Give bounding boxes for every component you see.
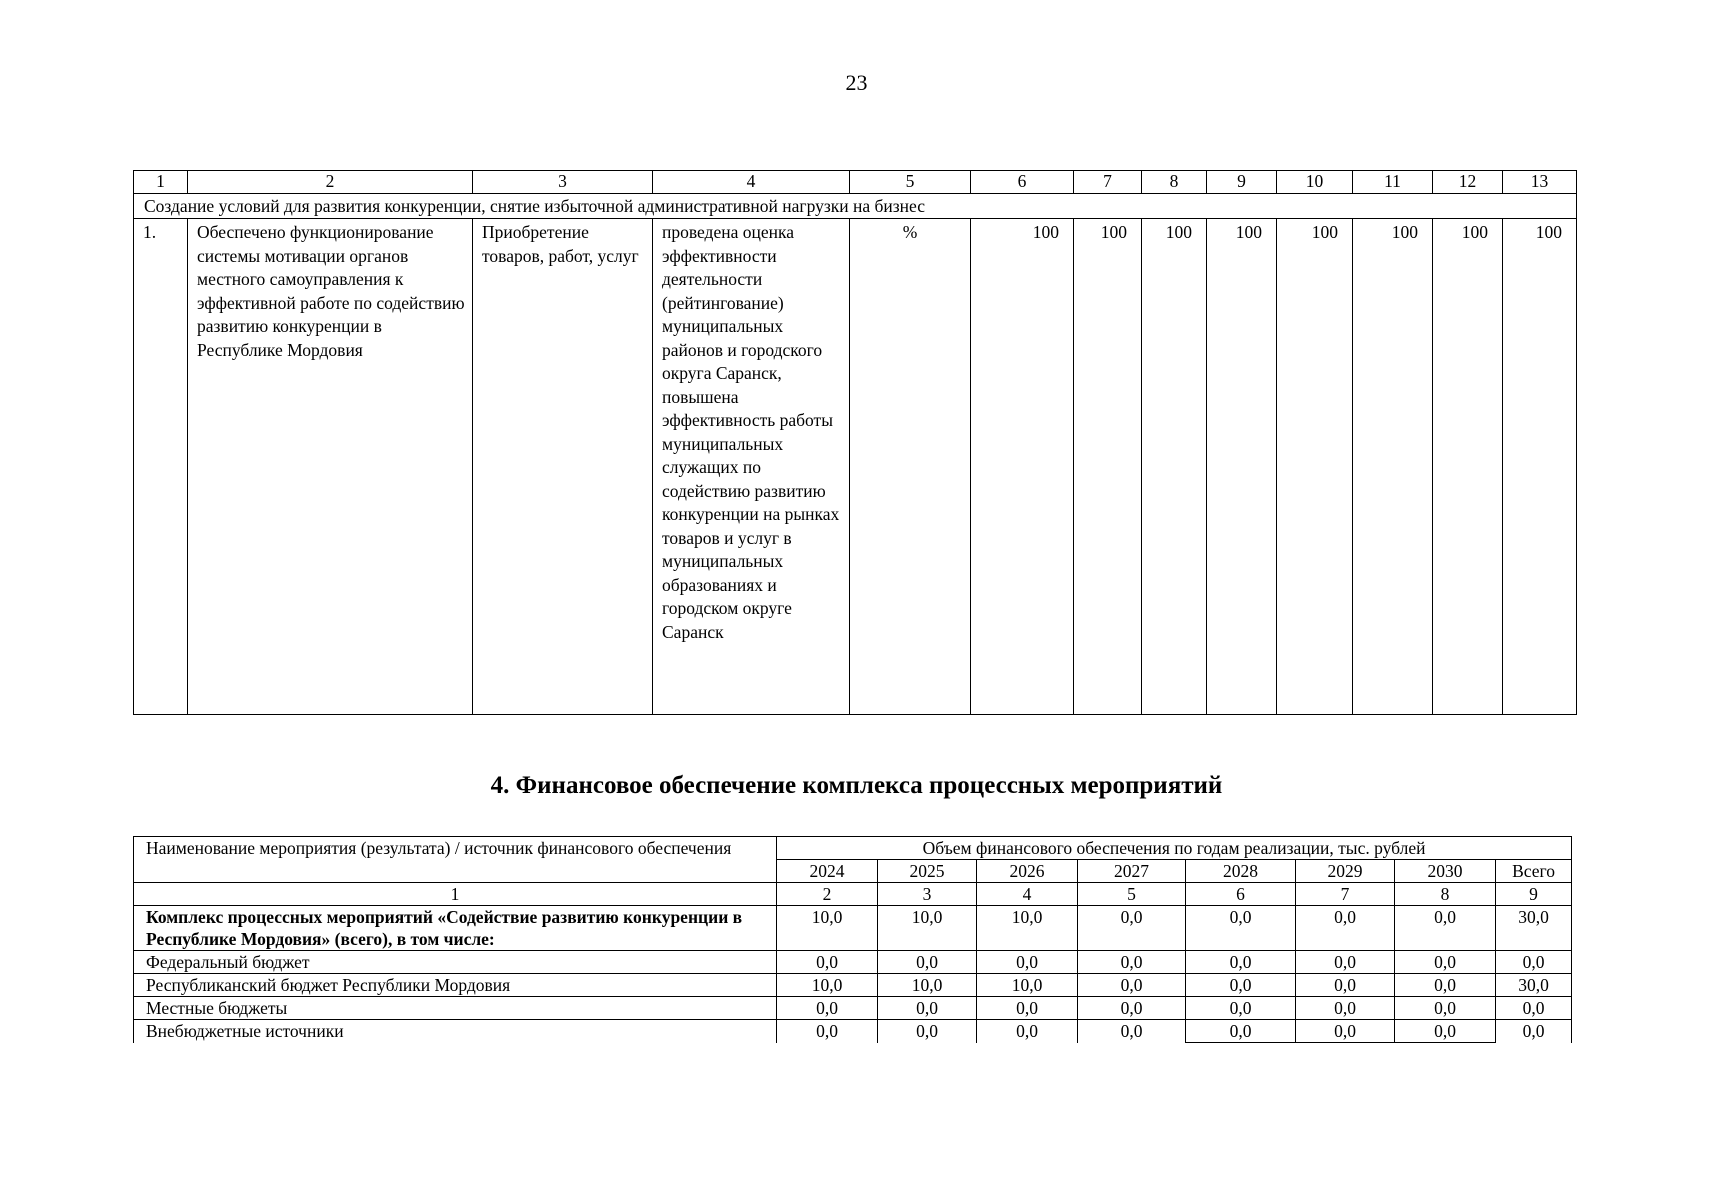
value-cell: 0,0 [1395,951,1496,974]
column-number: 8 [1395,883,1496,906]
year-header: 2026 [977,860,1078,883]
column-number: 4 [653,171,850,194]
column-number-row [134,883,1572,906]
column-number: 7 [1296,883,1395,906]
column-number: 2 [777,883,878,906]
value-cell: 0,0 [1078,951,1186,974]
table-row [134,974,1572,997]
row-number: 1. [134,219,188,715]
value-cell: 10,0 [977,974,1078,997]
column-number: 13 [1503,171,1577,194]
column-number: 6 [971,171,1074,194]
column-number: 9 [1207,171,1277,194]
value-cell: 0,0 [1496,951,1572,974]
year-header: 2028 [1186,860,1296,883]
value-cell: 0,0 [1395,1020,1496,1043]
total-header: Всего [1496,860,1572,883]
value-cell: 10,0 [977,906,1078,951]
column-number: 8 [1142,171,1207,194]
column-number: 4 [977,883,1078,906]
year-header: 2027 [1078,860,1186,883]
value-cell: 100 [1353,219,1433,715]
value-cell: 0,0 [977,951,1078,974]
row-name: Федеральный бюджет [134,951,777,974]
value-cell: 0,0 [1186,974,1296,997]
row-name: Местные бюджеты [134,997,777,1020]
column-number: 7 [1074,171,1142,194]
value-cell: 100 [1074,219,1142,715]
value-cell: 100 [1503,219,1577,715]
result-name: Обеспечено функционирование системы мотивации органов местного самоуправления к эффективной работе по содействию развитию конкуренции в Республике Мордовия [188,219,473,715]
column-number: 9 [1496,883,1572,906]
column-number: 1 [134,883,777,906]
value-cell: 100 [1207,219,1277,715]
value-cell: 0,0 [878,951,977,974]
year-header: 2025 [878,860,977,883]
indicators-table [133,170,1577,715]
column-number: 12 [1433,171,1503,194]
section-header-row [134,194,1577,219]
table-row [134,219,1577,715]
column-number-row [134,171,1577,194]
volume-header: Объем финансового обеспечения по годам реализации, тыс. рублей [777,837,1572,860]
page-number: 23 [845,70,868,95]
value-cell: 10,0 [777,906,878,951]
value-cell: 0,0 [1078,974,1186,997]
value-cell: 0,0 [1186,951,1296,974]
value-cell: 0,0 [1496,997,1572,1020]
row-name: Внебюджетные источники [134,1020,777,1043]
value-cell: 0,0 [1078,906,1186,951]
year-header: 2029 [1296,860,1395,883]
result-characteristic: проведена оценка эффективности деятельности (рейтингование) муниципальных районов и городского округа Саранск, повышена эффективность работы муниципальных служащих по содействию развитию конкуренции на рынках товаров и услуг в муниципальных образованиях и городском округе Саранск [653,219,850,715]
table-row [134,1020,1572,1043]
value-cell: 0,0 [1186,1020,1296,1043]
finance-table [133,836,1572,1043]
unit-cell: % [850,219,971,715]
value-cell: 100 [1142,219,1207,715]
table-row [134,997,1572,1020]
column-number: 5 [850,171,971,194]
name-header: Наименование мероприятия (результата) / источник финансового обеспечения [134,837,777,883]
value-cell: 0,0 [1296,906,1395,951]
value-cell: 0,0 [1296,951,1395,974]
value-cell: 100 [971,219,1074,715]
column-number: 10 [1277,171,1353,194]
value-cell: 0,0 [1078,997,1186,1020]
value-cell: 0,0 [777,997,878,1020]
column-number: 11 [1353,171,1433,194]
section-title: 4. Финансовое обеспечение комплекса процессных мероприятий [490,772,1223,799]
value-cell: 0,0 [977,1020,1078,1043]
value-cell: 0,0 [878,1020,977,1043]
value-cell: 0,0 [1395,997,1496,1020]
value-cell: 100 [1277,219,1353,715]
column-number: 5 [1078,883,1186,906]
year-header: 2024 [777,860,878,883]
value-cell: 0,0 [878,997,977,1020]
value-cell: 30,0 [1496,906,1572,951]
year-header: 2030 [1395,860,1496,883]
column-number: 6 [1186,883,1296,906]
column-number: 1 [134,171,188,194]
value-cell: 10,0 [777,974,878,997]
column-number: 3 [473,171,653,194]
value-cell: 0,0 [1395,906,1496,951]
value-cell: 0,0 [1496,1020,1572,1043]
value-cell: 0,0 [1078,1020,1186,1043]
table-row [134,951,1572,974]
value-cell: 0,0 [1296,1020,1395,1043]
section-header: Создание условий для развития конкуренции, снятие избыточной административной нагрузки на бизнес [134,194,1577,219]
row-name: Республиканский бюджет Республики Мордовия [134,974,777,997]
value-cell: 30,0 [1496,974,1572,997]
value-cell: 10,0 [878,906,977,951]
value-cell: 0,0 [1395,974,1496,997]
value-cell: 0,0 [1296,974,1395,997]
result-type: Приобретение товаров, работ, услуг [473,219,653,715]
table-row [134,906,1572,951]
value-cell: 10,0 [878,974,977,997]
column-number: 3 [878,883,977,906]
header-row [134,837,1572,860]
value-cell: 0,0 [1186,906,1296,951]
value-cell: 0,0 [977,997,1078,1020]
value-cell: 0,0 [1296,997,1395,1020]
column-number: 2 [188,171,473,194]
value-cell: 0,0 [777,951,878,974]
row-name: Комплекс процессных мероприятий «Содействие развитию конкуренции в Республике Мордовия» (всего), в том числе: [134,906,777,951]
value-cell: 0,0 [777,1020,878,1043]
value-cell: 0,0 [1186,997,1296,1020]
value-cell: 100 [1433,219,1503,715]
